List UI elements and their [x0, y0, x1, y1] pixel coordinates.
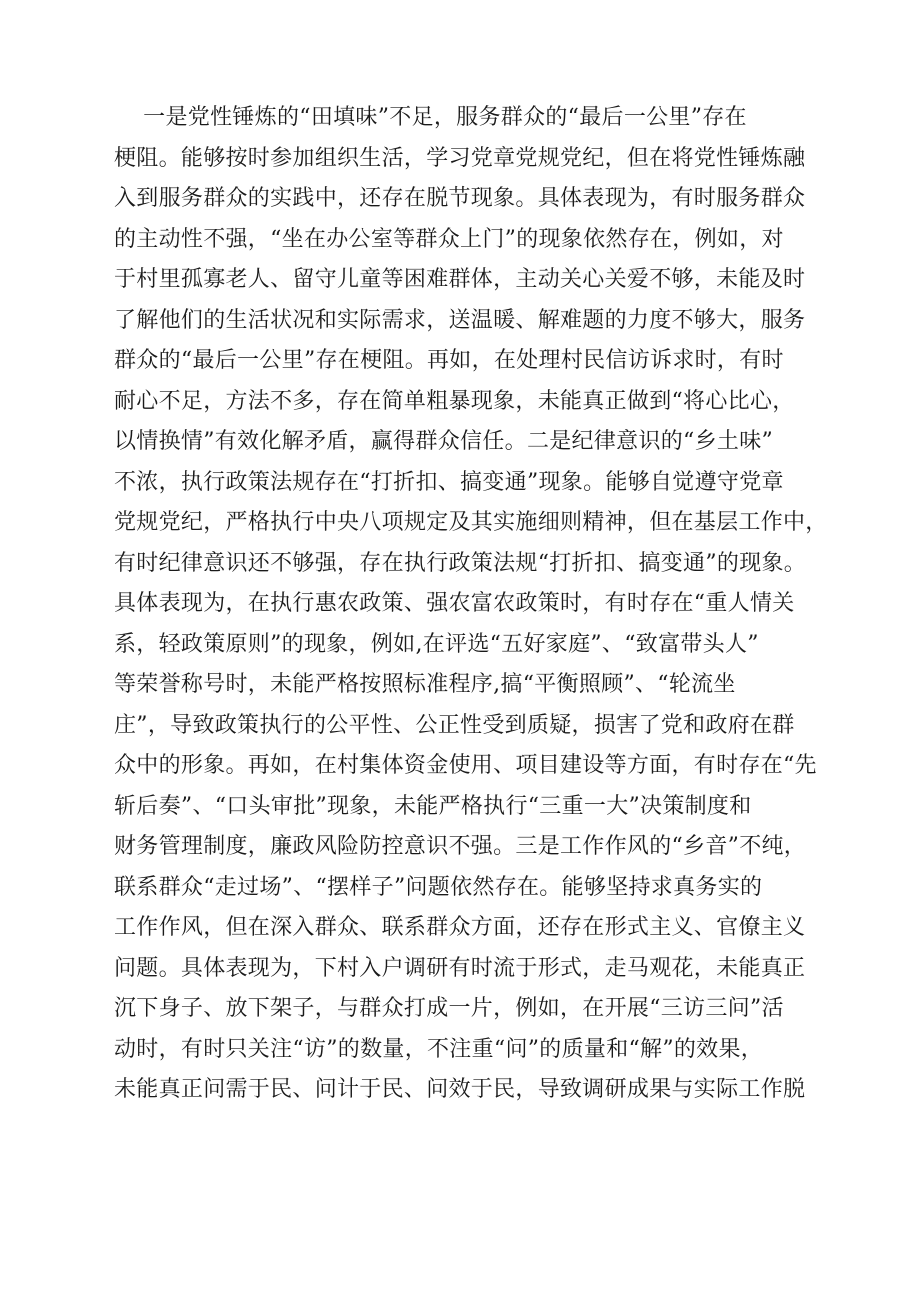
- text-line-9: 以情换情”有效化解矛盾，赢得群众信任。二是纪律意识的“乡土味”: [114, 429, 774, 454]
- text-line-17: 众中的形象。再如，在村集体资金使用、项目建设等方面，有时存在“先: [114, 753, 817, 778]
- text-line-19: 财务管理制度，廉政风险防控意识不强。三是工作作风的“乡音”不纯，: [114, 834, 807, 859]
- text-line-22: 问题。具体表现为，下村入户调研有时流于形式，走马观花，未能真正: [114, 955, 806, 981]
- text-line-6: 了解他们的生活状况和实际需求，送温暖、解难题的力度不够大，服务: [114, 307, 806, 333]
- text-line-11: 党规党纪，严格执行中央八项规定及其实施细则精神，但在基层工作中，: [114, 510, 828, 535]
- text-line-13: 具体表现为，在执行惠农政策、强农富农政策时，有时存在“重人情关: [114, 591, 795, 616]
- text-line-8: 耐心不足，方法不多，存在简单粗暴现象，未能真正做到“将心比心，: [114, 388, 795, 414]
- text-line-15: 等荣誉称号时，未能严格按照标准程序,搞“平衡照顾”、“轮流坐: [114, 672, 736, 697]
- text-line-3: 入到服务群众的实践中，还存在脱节现象。具体表现为，有时服务群众: [114, 186, 806, 211]
- body-paragraph: [114, 98, 834, 1111]
- text-line-2: 梗阻。能够按时参加组织生活，学习党章党规党纪，但在将党性锤炼融: [114, 145, 806, 171]
- text-line-10: 不浓，执行政策法规存在“打折扣、搞变通”现象。能够自觉遵守党章: [114, 469, 784, 495]
- text-line-21: 工作作风，但在深入群众、联系群众方面，还存在形式主义、官僚主义: [114, 915, 806, 940]
- text-line-25: 未能真正问需于民、问计于民、问效于民，导致调研成果与实际工作脱: [114, 1077, 806, 1102]
- text-line-7: 群众的“最后一公里”存在梗阻。再如，在处理村民信访诉求时，有时: [114, 348, 784, 373]
- text-line-20: 联系群众“走过场”、“摆样子”问题依然存在。能够坚持求真务实的: [114, 874, 763, 900]
- text-line-16: 庄”，导致政策执行的公平性、公正性受到质疑，损害了党和政府在群: [114, 712, 795, 738]
- text-line-4: 的主动性不强，“坐在办公室等群众上门”的现象依然存在，例如，对: [114, 226, 784, 252]
- text-line-24: 动时，有时只关注“访”的数量，不注重“问”的质量和“解”的效果，: [114, 1036, 764, 1062]
- text-line-14: 系，轻政策原则”的现象，例如,在评选“五好家庭”、“致富带头人”: [114, 631, 759, 657]
- text-line-18: 斩后奏”、“口头审批”现象，未能严格执行“三重一大”决策制度和: [114, 793, 752, 819]
- text-line-5: 于村里孤寡老人、留守儿童等困难群体，主动关心关爱不够，未能及时: [114, 267, 806, 292]
- text-line-12: 有时纪律意识还不够强，存在执行政策法规“打折扣、搞变通”的现象。: [114, 550, 807, 576]
- text-line-23: 沉下身子、放下架子，与群众打成一片，例如，在开展“三访三问”活: [114, 996, 784, 1021]
- text-line-1: 一是党性锤炼的“田填味”不足，服务群众的“最后一公里”存在: [114, 105, 747, 130]
